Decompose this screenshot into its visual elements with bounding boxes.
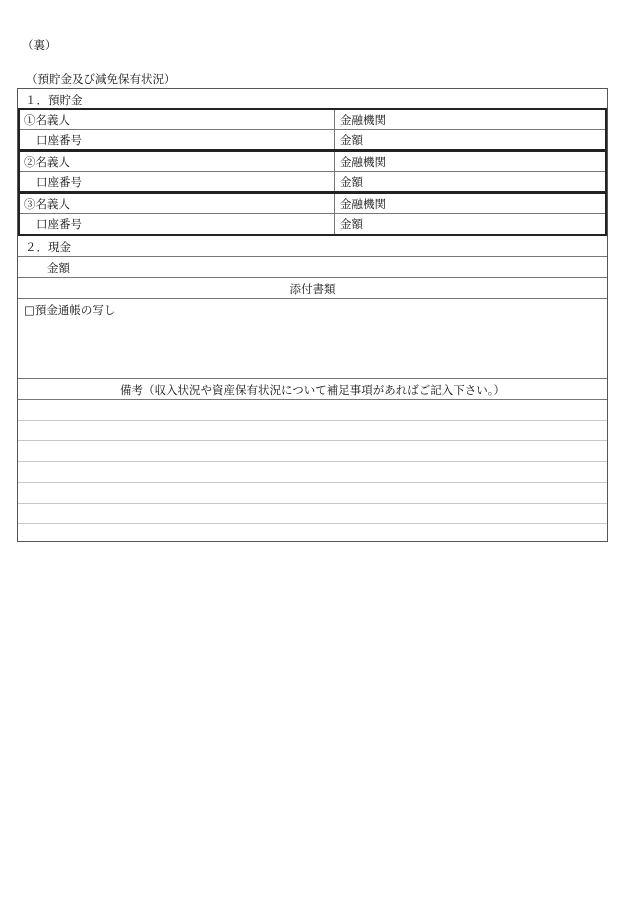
row-divider — [20, 171, 605, 172]
cash-amount-row — [18, 257, 607, 277]
institution-field-3[interactable]: 金融機関 — [340, 197, 386, 211]
section-title: （預貯金及び減免保有状況） — [26, 72, 176, 86]
column-divider — [334, 194, 335, 234]
institution-field-2[interactable]: 金融機関 — [340, 155, 386, 169]
amount-field-3[interactable]: 金額 — [340, 217, 363, 231]
remark-line — [18, 420, 607, 421]
asset-form — [17, 88, 608, 542]
attachments-heading-row — [18, 278, 607, 298]
attachments-heading: 添付書類 — [289, 282, 336, 296]
remark-line — [18, 503, 607, 504]
holder-name-field-2[interactable]: ②名義人 — [24, 155, 70, 169]
remarks-heading: 備考（収入状況や資産保有状況について補足事項があればご記入下さい。） — [119, 383, 506, 397]
account-number-field-3[interactable]: 口座番号 — [36, 217, 82, 231]
account-group-2 — [18, 150, 607, 193]
amount-field-1[interactable]: 金額 — [340, 133, 363, 147]
row-divider — [20, 129, 605, 130]
amount-field-2[interactable]: 金額 — [340, 175, 363, 189]
remark-line — [18, 461, 607, 462]
deposits-heading: １．預貯金 — [25, 93, 83, 107]
remark-line — [18, 440, 607, 441]
row-divider — [20, 213, 605, 214]
page-side-label: （裏） — [22, 38, 57, 52]
cash-heading-row — [18, 236, 607, 256]
account-number-field-2[interactable]: 口座番号 — [36, 175, 82, 189]
institution-field-1[interactable]: 金融機関 — [340, 113, 386, 127]
deposits-heading-row — [18, 89, 607, 109]
row-divider — [18, 399, 607, 400]
remarks-heading-row — [18, 379, 607, 399]
cash-amount-field[interactable]: 金額 — [47, 261, 70, 275]
attachments-area — [18, 299, 607, 377]
cash-heading: ２．現金 — [25, 240, 71, 254]
remark-line — [18, 523, 607, 524]
account-group-3 — [18, 192, 607, 236]
holder-name-field-3[interactable]: ③名義人 — [24, 197, 70, 211]
holder-name-field-1[interactable]: ①名義人 — [24, 113, 70, 127]
passbook-copy-checkbox[interactable]: □預金通帳の写し — [24, 303, 116, 317]
remark-line — [18, 482, 607, 483]
account-number-field-1[interactable]: 口座番号 — [36, 133, 82, 147]
account-group-1 — [18, 108, 607, 151]
